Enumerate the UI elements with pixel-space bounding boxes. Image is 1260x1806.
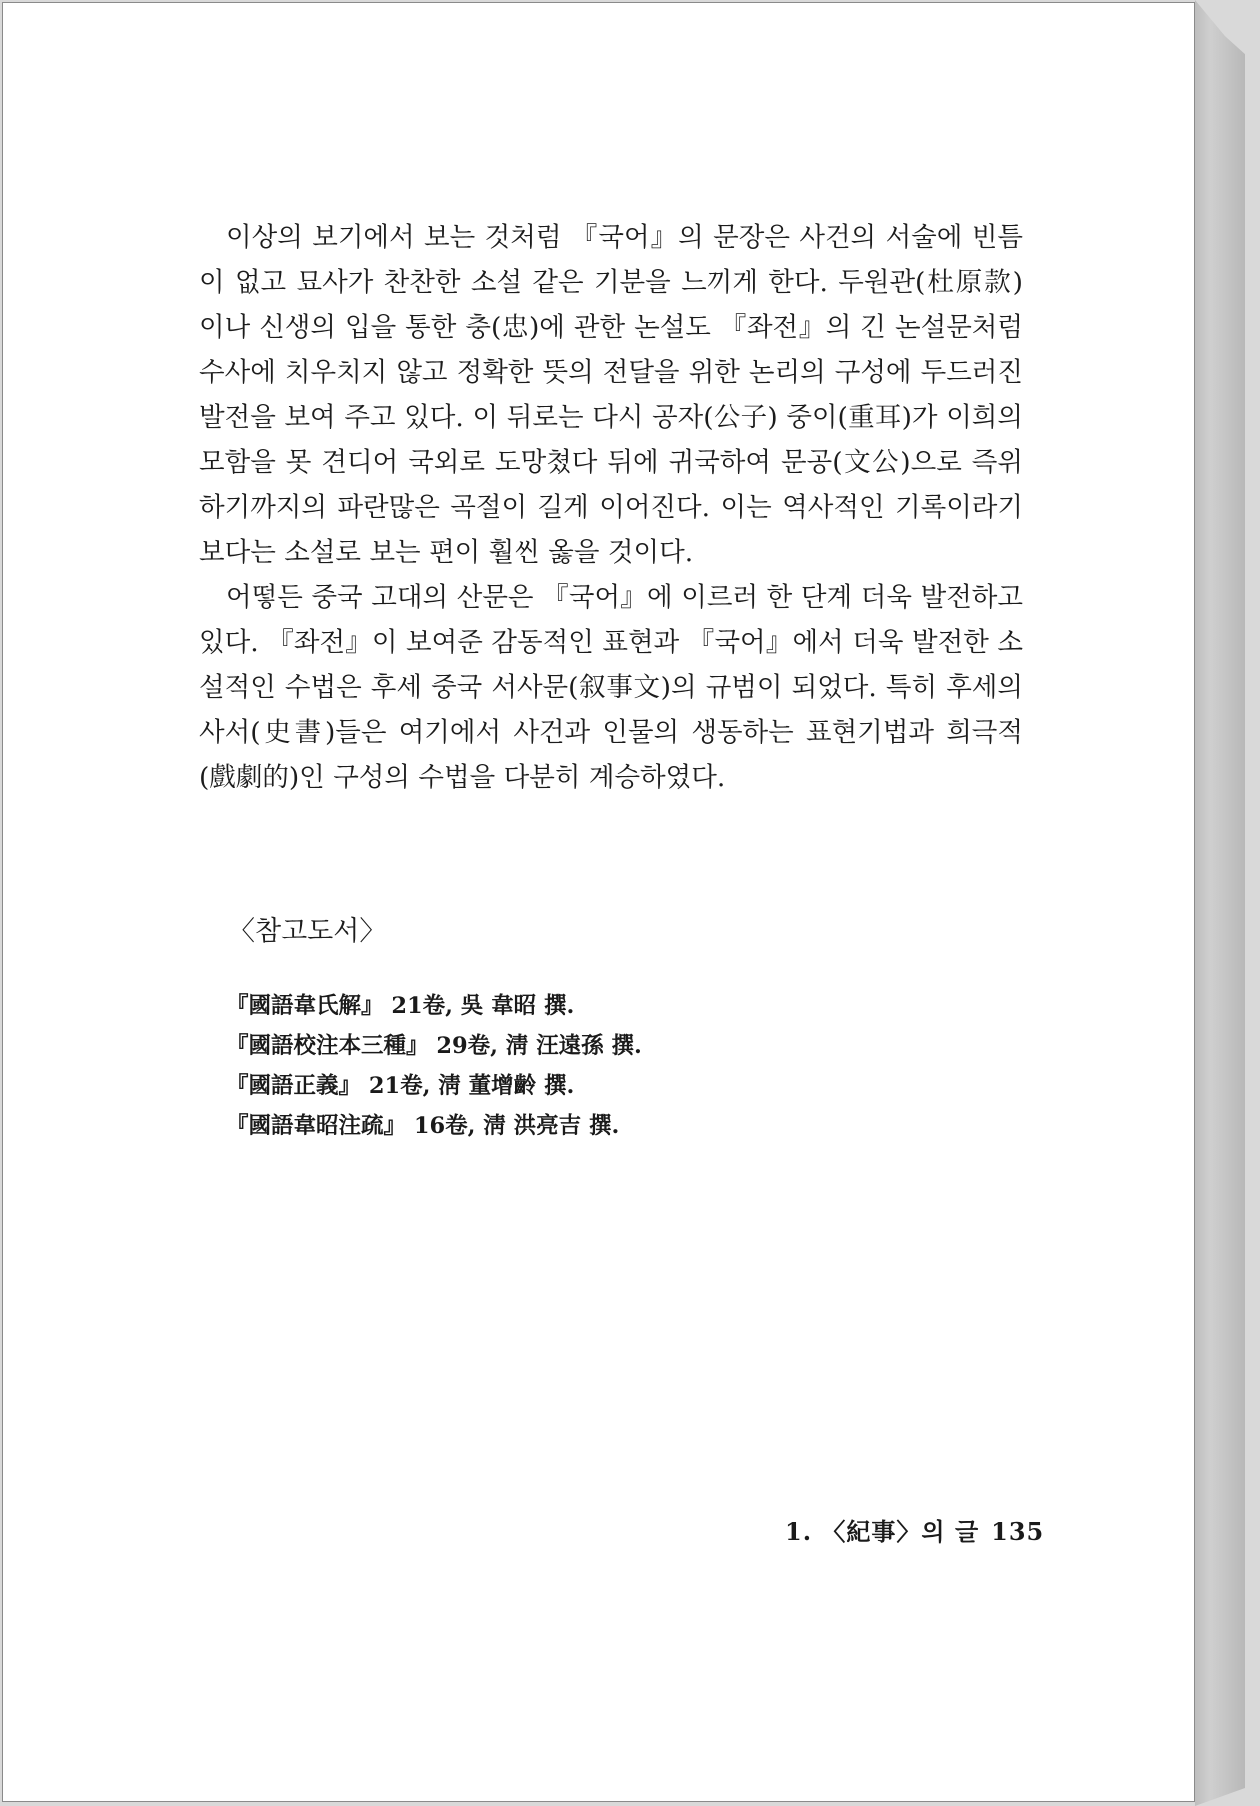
paragraph: 이상의 보기에서 보는 것처럼 『국어』의 문장은 사건의 서술에 빈틈이 없고 묘사가 찬찬한 소설 같은 기분을 느끼게 한다. 두원관(杜原款)이나 신생의 입을 통한 충(忠)에 관한 논설도 『좌전』의 긴 논설문처럼 수사에 치우치지 않고 정확한 뜻의 전달을 위한 논리의 구성에 두드러진 발전을 보여 주고 있다. 이 뒤로는 다시 공자(公子) 중이(重耳)가 이희의 모함을 못 견디어 국외로 도망쳤다 뒤에 귀국하여 문공(文公)으로 즉위하기까지의 파란많은 곡절이 길게 이어진다. 이는 역사적인 기록이라기보다는 소설로 보는 편이 훨씬 옳을 것이다. [199, 222, 1023, 568]
paragraph: 어떻든 중국 고대의 산문은 『국어』에 이르러 한 단계 더욱 발전하고 있다. 『좌전』이 보여준 감동적인 표현과 『국어』에서 더욱 발전한 소설적인 수법은 후세 중국 서사문(叙事文)의 규범이 되었다. 특히 후세의 사서(史書)들은 여기에서 사건과 인물의 생동하는 표현기법과 희극적(戲劇的)인 구성의 수법을 다분히 계승하였다. [199, 582, 1023, 793]
page-edge [1195, 0, 1245, 1806]
reference-item: 『國語韋氏解』 21卷, 吳 韋昭 撰. [226, 993, 575, 1019]
reference-item: 『國語正義』 21卷, 淸 董增齡 撰. [226, 1073, 575, 1099]
page [2, 2, 1195, 1802]
body-text [199, 215, 1023, 800]
reference-item: 『國語韋昭注疏』 16卷, 淸 洪亮吉 撰. [226, 1113, 620, 1139]
page-number: 135 [991, 1517, 1045, 1546]
section-title: 1. 〈紀事〉의 글 [785, 1517, 980, 1546]
page-footer [785, 1512, 1056, 1547]
reference-item: 『國語校注本三種』 29卷, 淸 汪遠孫 撰. [226, 1033, 642, 1059]
references-list [226, 986, 642, 1146]
references-heading: 〈참고도서〉 [228, 916, 387, 947]
